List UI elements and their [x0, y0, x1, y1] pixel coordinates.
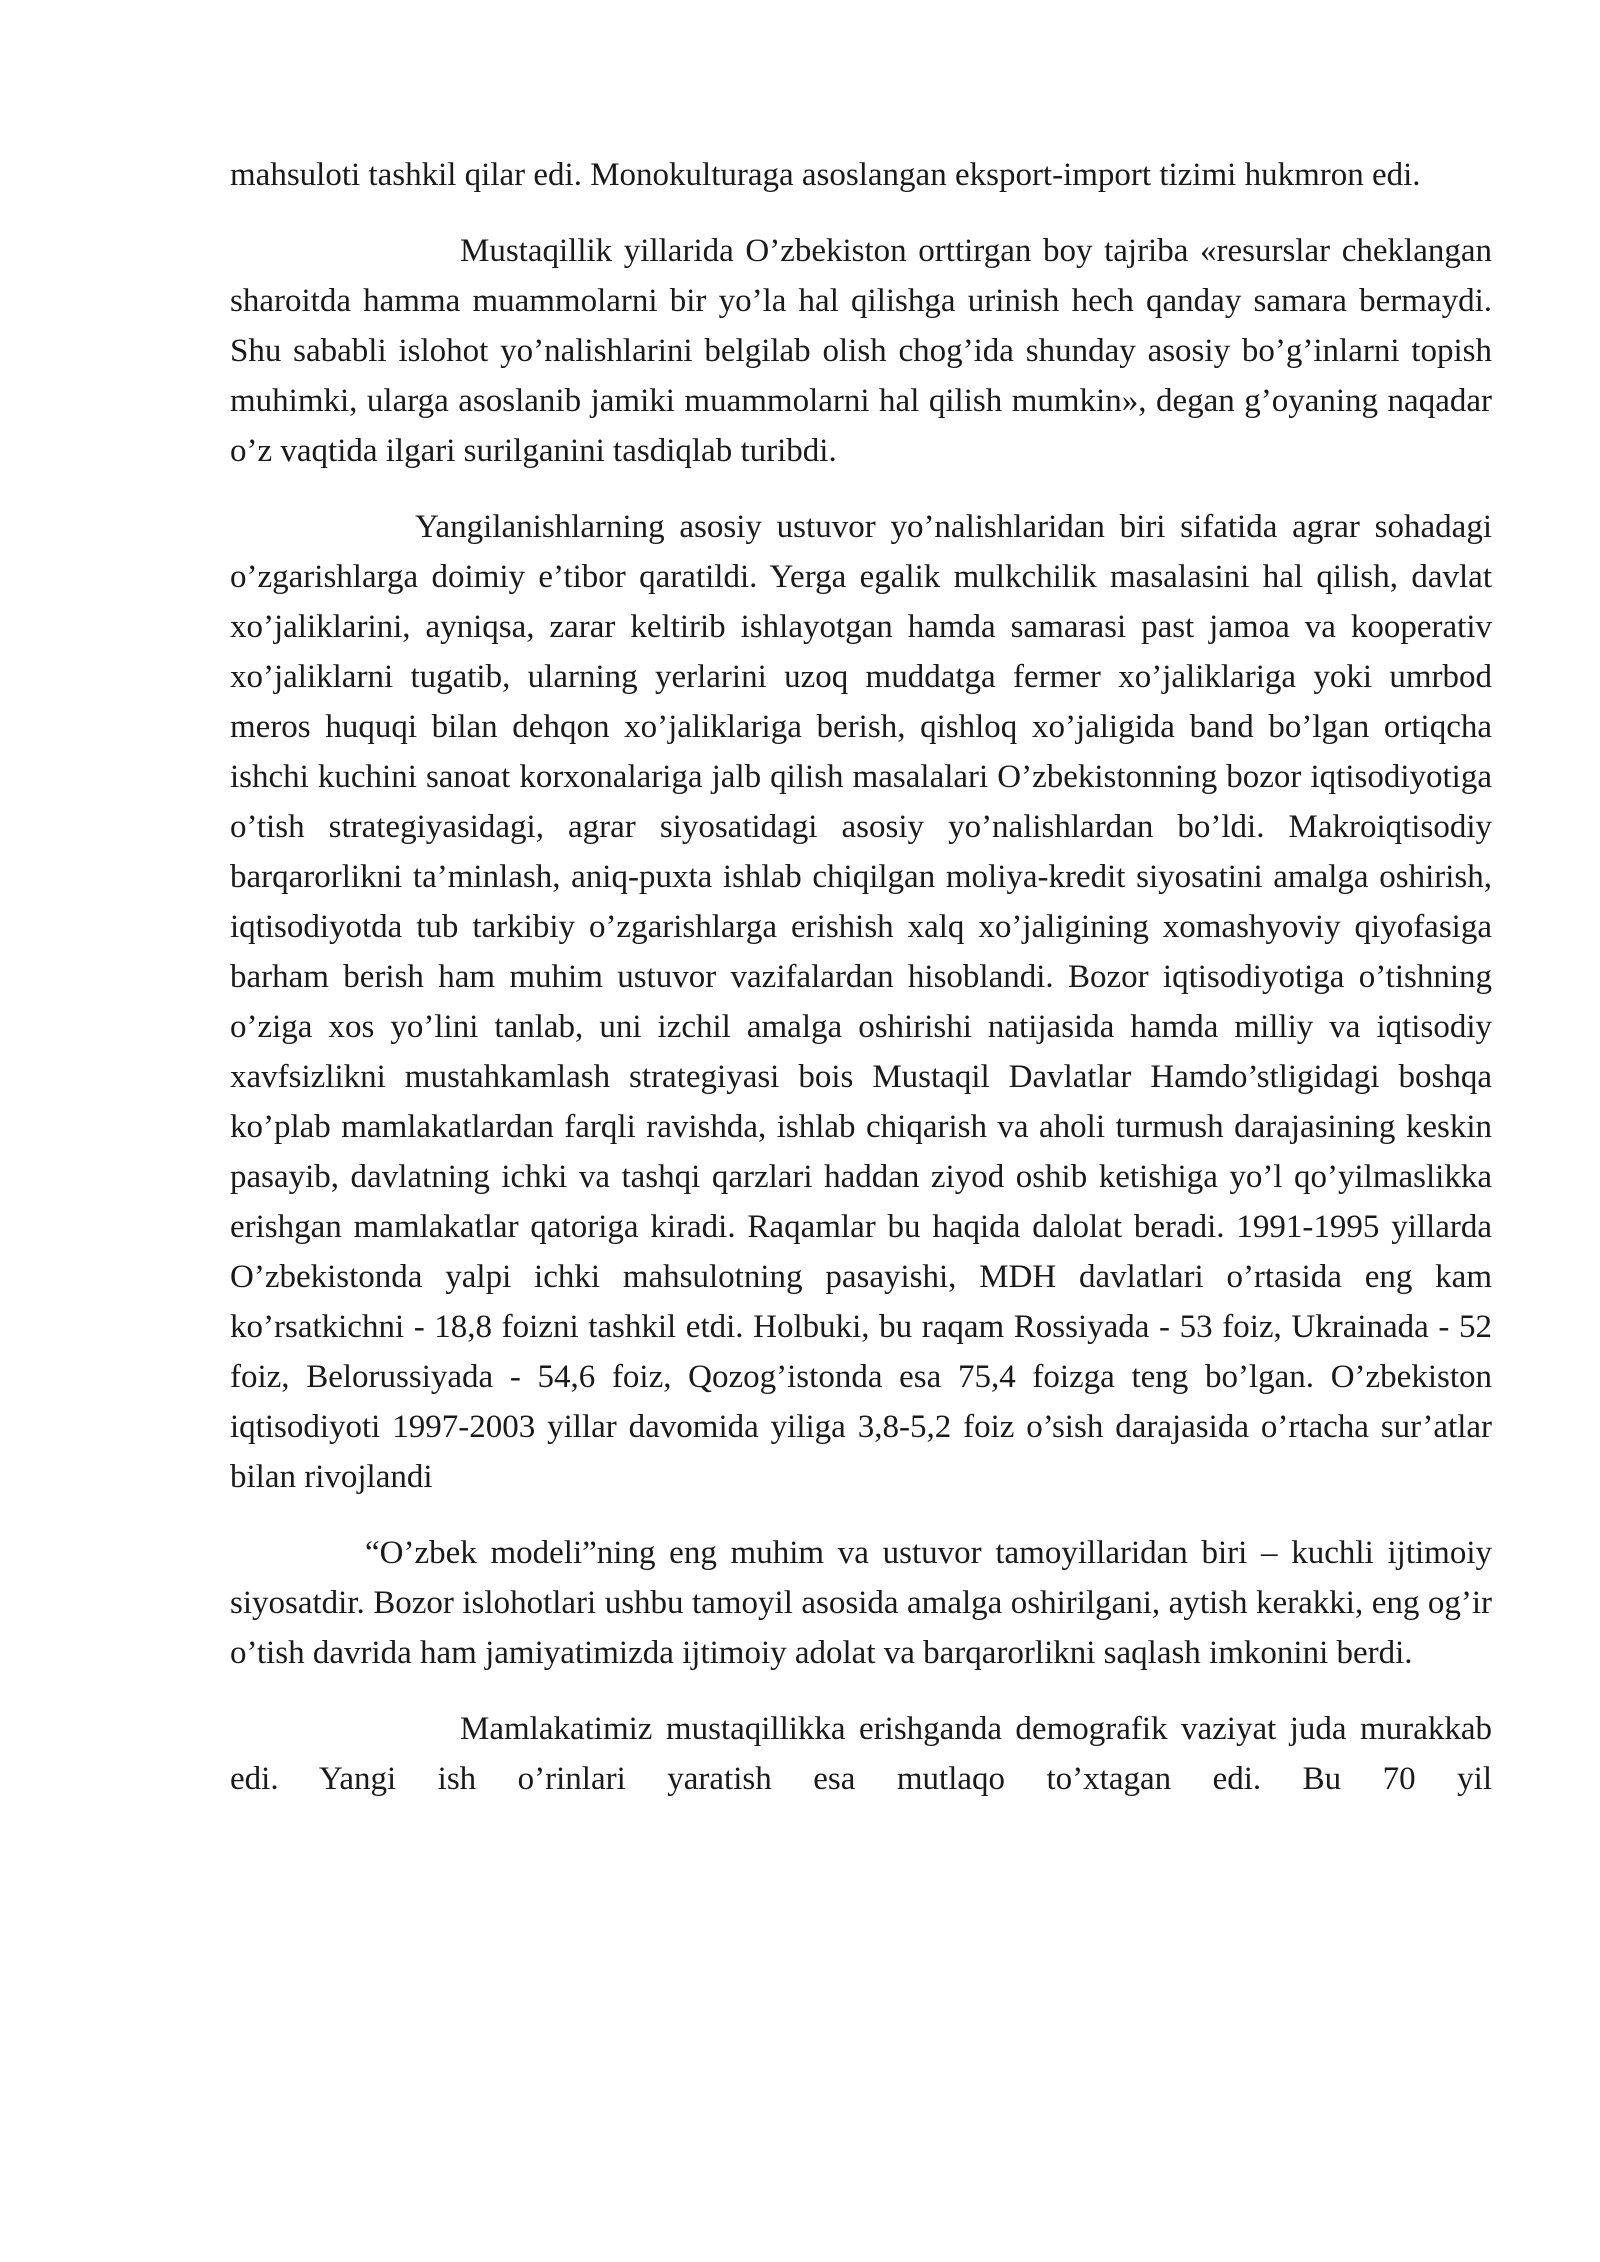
- paragraph-demografik-vaziyat: Mamlakatimiz mustaqillikka erishganda demografik vaziyat juda murakkab edi. Yangi ish o’rinlari yaratish esa mutlaqo to’xtagan edi. Bu 70 yil: [230, 1711, 1492, 1797]
- paragraph-agrar-soha: Yangilanishlarning asosiy ustuvor yo’nalishlaridan biri sifatida agrar sohadagi o’zgarishlarga doimiy e’tibor qaratildi. Yerga egalik mulkchilik masalasini hal qilish, davlat xo’jaliklarini, ayniqsa, zarar keltirib ishlayotgan hamda samarasi past jamoa va kooperativ xo’jaliklarni tugatib, ularning yerlarini uzoq muddatga fermer xo’jaliklariga yoki umrbod meros huquqi bilan dehqon xo’jaliklariga berish, qishloq xo’jaligida band bo’lgan ortiqcha ishchi kuchini sanoat korxonalariga jalb qilish masalalari O’zbekistonning bozor iqtisodiyotiga o’tish strategiyasidagi, agrar siyosatidagi asosiy yo’nalishlardan bo’ldi. Makroiqtisodiy barqarorlikni ta’minlash, aniq-puxta ishlab chiqilgan moliya-kredit siyosatini amalga oshirish, iqtisodiyotda tub tarkibiy o’zgarishlarga erishish xalq xo’jaligining xomashyoviy qiyofasiga barham berish ham muhim ustuvor vazifalardan hisoblandi. Bozor iqtisodiyotiga o’tishning o’ziga xos yo’lini tanlab, uni izchil amalga oshirishi natijasida hamda milliy va iqtisodiy xavfsizlikni mustahkamlash strategiyasi bois Mustaqil Davlatlar Hamdo’stligidagi boshqa ko’plab mamlakatlardan farqli ravishda, ishlab chiqarish va aholi turmush darajasining keskin pasayib, davlatning ichki va tashqi qarzlari haddan ziyod oshib ketishiga yo’l qo’yilmaslikka erishgan mamlakatlar qatoriga kiradi. Raqamlar bu haqida dalolat beradi. 1991-1995 yillarda O’zbekistonda yalpi ichki mahsulotning pasayishi, MDH davlatlari o’rtasida eng kam ko’rsatkichni - 18,8 foizni tashkil etdi. Holbuki, bu raqam Rossiyada - 53 foiz, Ukrainada - 52 foiz, Belorussiyada - 54,6 foiz, Qozog’istonda esa 75,4 foizga teng bo’lgan. O’zbekiston iqtisodiyoti 1997-2003 yillar davomida yiliga 3,8-5,2 foiz o’sish darajasida o’rtacha sur’atlar bilan rivojlandi: [230, 509, 1492, 1495]
- paragraph-continuation: mahsuloti tashkil qilar edi. Monokulturaga asoslangan eksport-import tizimi hukmron edi.: [230, 157, 1421, 193]
- document-body: [230, 150, 1492, 1830]
- paragraph-ozbek-modeli: “O’zbek modeli”ning eng muhim va ustuvor tamoyillaridan biri – kuchli ijtimoiy siyosatdir. Bozor islohotlari ushbu tamoyil asosida amalga oshirilgani, aytish kerakki, eng og’ir o’tish davrida ham jamiyatimizda ijtimoiy adolat va barqarorlikni saqlash imkonini berdi.: [230, 1535, 1492, 1671]
- paragraph-mustaqillik-tajriba: Mustaqillik yillarida O’zbekiston orttirgan boy tajriba «resurslar cheklangan sharoitda hamma muammolarni bir yo’la hal qilishga urinish hech qanday samara bermaydi. Shu sababli islohot yo’nalishlarini belgilab olish chog’ida shunday asosiy bo’g’inlarni topish muhimki, ularga asoslanib jamiki muammolarni hal qilish mumkin», degan g’oyaning naqadar o’z vaqtida ilgari surilganini tasdiqlab turibdi.: [230, 233, 1492, 469]
